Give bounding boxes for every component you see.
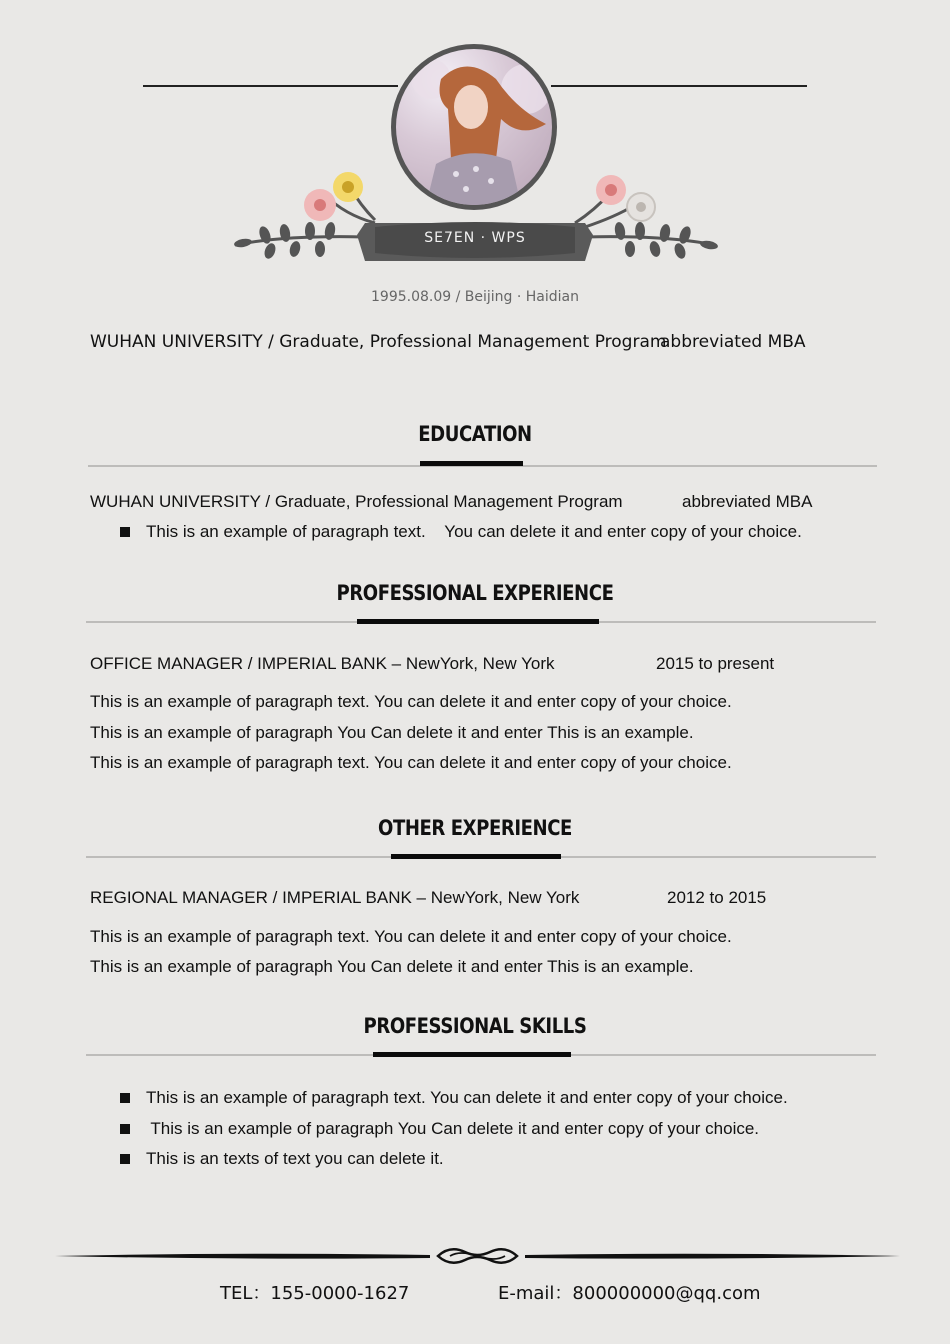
professional-entry: OFFICE MANAGER / IMPERIAL BANK – NewYork, New York [90, 654, 555, 673]
professional-entry-dates: 2015 to present [656, 654, 775, 673]
other-entry: REGIONAL MANAGER / IMPERIAL BANK – NewYork, New York [90, 888, 580, 907]
section-accent [420, 461, 523, 466]
bullet-marker [120, 1124, 130, 1134]
education-bullet-text: This is an example of paragraph text. You can delete it and enter copy of your choice. [146, 522, 802, 541]
skill-item: This is an texts of text you can delete it. [146, 1149, 444, 1168]
other-line: This is an example of paragraph You Can delete it and enter This is an example. [90, 957, 694, 976]
profile-photo-illustration [396, 49, 552, 205]
footer-phone: TEL：155-0000-1627 [220, 1283, 410, 1304]
profile-photo [391, 44, 557, 210]
name-ribbon-text: SE7EN · WPS [424, 230, 526, 246]
other-entry-dates: 2012 to 2015 [667, 888, 767, 907]
section-title-other-experience: OTHER EXPERIENCE [378, 816, 572, 840]
section-accent [391, 854, 561, 859]
header-rule-left [143, 85, 398, 87]
header-rule-right [551, 85, 807, 87]
intro-degree-abbrev: abbreviated MBA [660, 332, 806, 352]
skill-item: This is an example of paragraph You Can delete it and enter copy of your choice. [146, 1119, 760, 1138]
professional-line: This is an example of paragraph text. You can delete it and enter copy of your choice. [90, 753, 732, 772]
section-accent [373, 1052, 571, 1057]
section-title-professional-skills: PROFESSIONAL SKILLS [363, 1014, 587, 1038]
bullet-marker [120, 527, 130, 537]
footer-ornament-divider [55, 1242, 900, 1270]
birth-location-line: 1995.08.09 / Beijing · Haidian [371, 289, 579, 305]
footer-email: E-mail：800000000@qq.com [498, 1283, 761, 1304]
education-entry: WUHAN UNIVERSITY / Graduate, Professional Management Program [90, 492, 623, 511]
intro-degree: WUHAN UNIVERSITY / Graduate, Professional Management Program [90, 332, 667, 352]
professional-line: This is an example of paragraph You Can delete it and enter This is an example. [90, 723, 694, 742]
section-title-professional-experience: PROFESSIONAL EXPERIENCE [336, 581, 614, 605]
bullet-marker [120, 1154, 130, 1164]
section-title-education: EDUCATION [418, 422, 532, 446]
skill-item: This is an example of paragraph text. You can delete it and enter copy of your choice. [146, 1088, 788, 1107]
other-line: This is an example of paragraph text. You can delete it and enter copy of your choice. [90, 927, 732, 946]
professional-line: This is an example of paragraph text. You can delete it and enter copy of your choice. [90, 692, 732, 711]
education-entry-abbrev: abbreviated MBA [682, 492, 813, 511]
bullet-marker [120, 1093, 130, 1103]
section-accent [357, 619, 599, 624]
